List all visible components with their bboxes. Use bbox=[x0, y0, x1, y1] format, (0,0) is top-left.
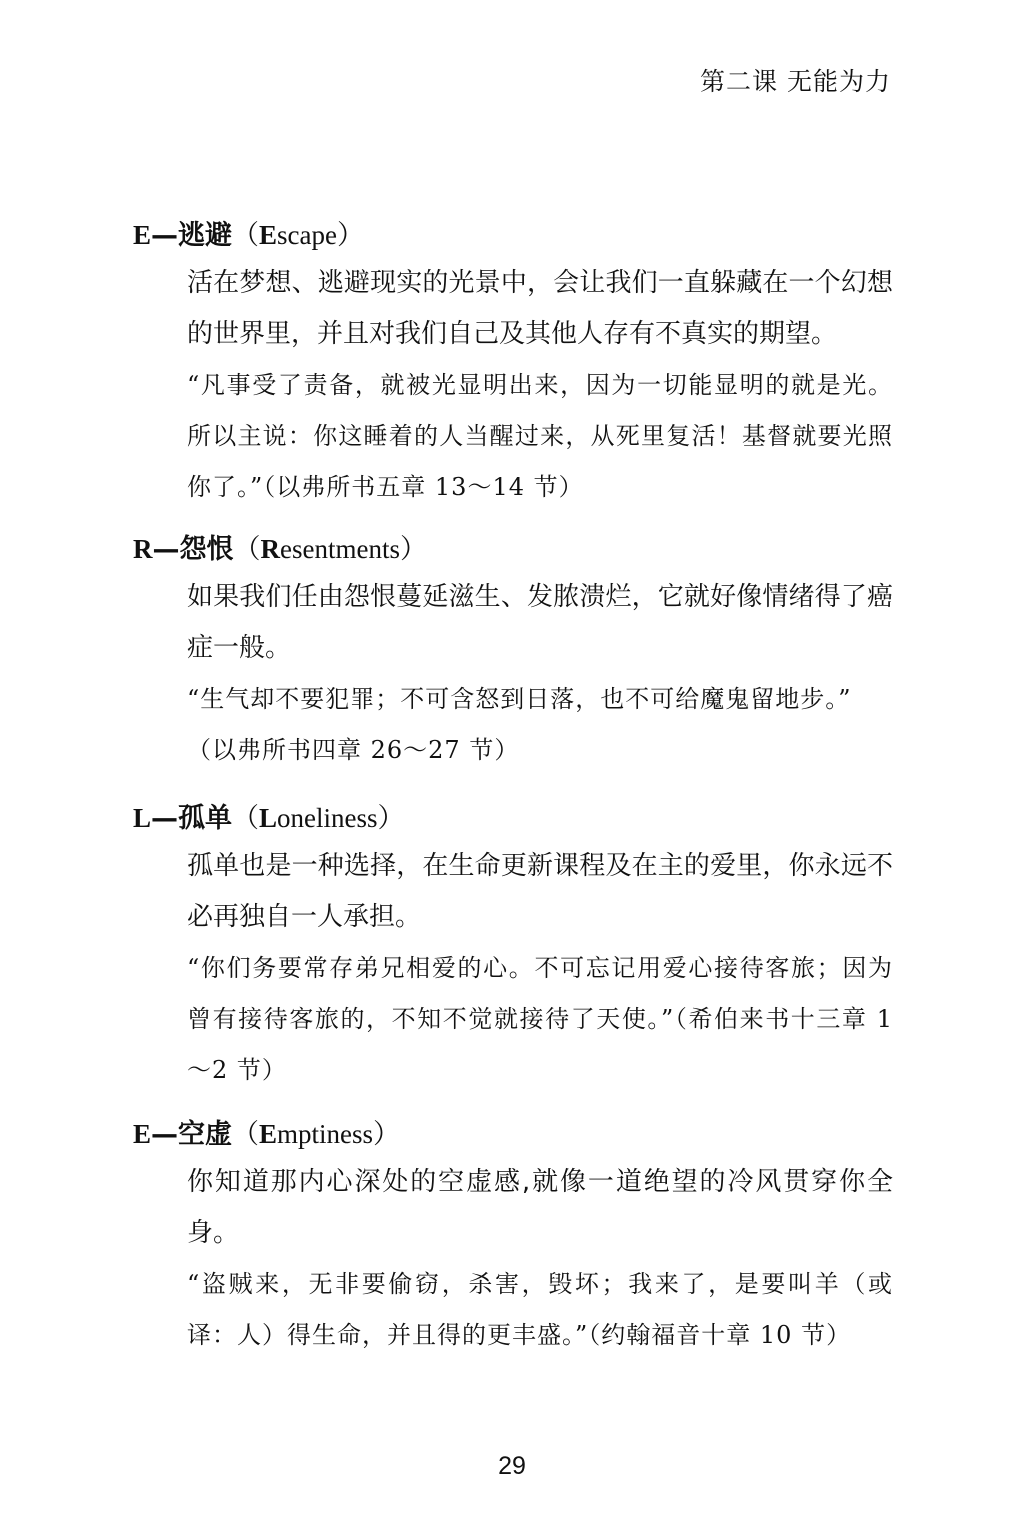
scripture-reference: （约翰福音十章 10 节） bbox=[588, 1321, 852, 1349]
heading-en-rest: mptiness bbox=[277, 1119, 374, 1149]
section-paragraph: 你知道那内心深处的空虚感,就像一道绝望的冷风贯穿你全身。 bbox=[187, 1167, 893, 1248]
heading-en-initial: E bbox=[259, 1119, 278, 1149]
heading-open-paren: （ bbox=[233, 534, 261, 564]
scripture-quote bbox=[187, 1259, 893, 1361]
heading-en-rest: oneliness bbox=[277, 803, 378, 833]
page-number: 29 bbox=[498, 1452, 526, 1480]
heading-en-initial: E bbox=[259, 220, 278, 250]
heading-title-cn: 空虚 bbox=[178, 1119, 233, 1150]
running-header: 第二课 无能为力 bbox=[700, 67, 891, 96]
heading-en bbox=[234, 534, 427, 564]
section-heading bbox=[133, 212, 893, 258]
section-emptiness bbox=[133, 1111, 893, 1361]
heading-close-paren: ） bbox=[377, 803, 405, 833]
scripture-reference: （以弗所书四章 26～27 节） bbox=[187, 736, 520, 764]
heading-letter: E bbox=[133, 220, 152, 250]
section-escape bbox=[133, 212, 893, 513]
quote-text: “生气却不要犯罪；不可含怒到日落，也不可给魔鬼留地步。” bbox=[187, 685, 852, 713]
heading-en bbox=[232, 1119, 400, 1149]
quote-text: “凡事受了责备，就被光显明出来，因为一切能显明的就是光。所以主说：你这睡着的人当醒过来，从死里复活！基督就要光照你了。” bbox=[187, 371, 893, 501]
heading-open-paren: （ bbox=[232, 803, 260, 833]
scripture-reference: （以弗所书五章 13～14 节） bbox=[263, 473, 584, 501]
heading-en-initial: L bbox=[259, 803, 278, 833]
section-resentments bbox=[133, 526, 893, 776]
scripture-quote bbox=[187, 674, 893, 776]
quote-text: “盗贼来，无非要偷窃，杀害，毁坏；我来了，是要叫羊（或译：人）得生命，并且得的更丰盛。” bbox=[187, 1270, 893, 1349]
heading-en-rest: scape bbox=[277, 220, 337, 250]
section-loneliness bbox=[133, 795, 893, 1096]
heading-close-paren: ） bbox=[337, 220, 364, 250]
heading-close-paren: ） bbox=[399, 534, 427, 564]
scripture-quote bbox=[187, 360, 893, 513]
section-paragraph: 活在梦想、逃避现实的光景中，会让我们一直躲藏在一个幻想的世界里，并且对我们自己及其他人存有不真实的期望。 bbox=[187, 268, 893, 349]
heading-dash: — bbox=[151, 220, 179, 251]
heading-letter: E bbox=[133, 1119, 152, 1149]
section-heading bbox=[133, 1111, 893, 1157]
scripture-reference: （希伯来书十三章 1～2 节） bbox=[187, 1005, 893, 1084]
section-heading bbox=[133, 795, 893, 841]
heading-en-initial: R bbox=[260, 534, 280, 564]
heading-en-rest: esentments bbox=[280, 534, 400, 564]
heading-en bbox=[232, 803, 405, 833]
heading-letter: L bbox=[133, 803, 152, 833]
heading-dash: — bbox=[151, 803, 179, 834]
heading-title-cn: 孤单 bbox=[178, 803, 233, 834]
heading-dash: — bbox=[152, 534, 180, 565]
heading-close-paren: ） bbox=[373, 1119, 401, 1149]
heading-letter: R bbox=[133, 534, 153, 564]
scripture-quote bbox=[187, 943, 893, 1096]
heading-open-paren: （ bbox=[232, 220, 260, 250]
heading-dash: — bbox=[151, 1119, 179, 1150]
heading-title-cn: 逃避 bbox=[178, 220, 233, 251]
quote-text: “你们务要常存弟兄相爱的心。不可忘记用爱心接待客旅；因为曾有接待客旅的，不知不觉就接待了天使。” bbox=[187, 954, 893, 1033]
heading-open-paren: （ bbox=[232, 1119, 260, 1149]
section-heading bbox=[133, 526, 893, 572]
heading-en bbox=[232, 220, 364, 250]
section-paragraph: 孤单也是一种选择，在生命更新课程及在主的爱里，你永远不必再独自一人承担。 bbox=[187, 851, 893, 932]
section-paragraph: 如果我们任由怨恨蔓延滋生、发脓溃烂，它就好像情绪得了癌症一般。 bbox=[187, 582, 893, 663]
heading-title-cn: 怨恨 bbox=[179, 534, 234, 565]
